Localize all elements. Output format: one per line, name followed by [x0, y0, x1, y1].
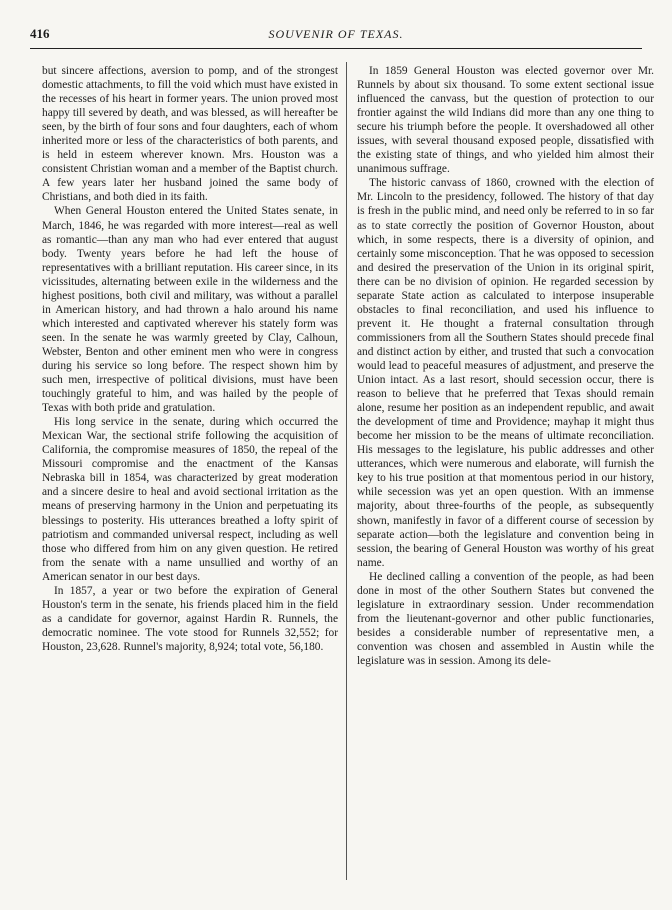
- page-number: 416: [30, 26, 50, 41]
- paragraph: He declined calling a convention of the people, as had been done in most of the other Southern States but convened the legislature in extraordinary session. Under recommendation from the lieutenant-governor and other public functionaries, besides a considerable number of representative men, a convention was chosen and assembled in Austin while the legislature was in session. Among its dele-: [357, 570, 654, 667]
- paragraph: The historic canvass of 1860, crowned with the election of Mr. Lincoln to the presidency, followed. The history of that day is fresh in the public mind, and need only be referred to in so far as to state correctly the position of Governor Houston, about which, in some respects, there is a diversity of opinion, and certainly some misconception. That he was opposed to secession and desired the preservation of the Union in its original spirit, there can be no division of opinion. He regarded secession by separate State action as calculated to interpose insuperable obstacles to final reconciliation, and used his influence to prevent it. He thought a fraternal consultation through commissioners from all the Southern States should precede final and distinct action by either, and trusted that such a convocation would lead to peaceful measures of adjustment, and preserve the Union intact. As a last resort, should secession occur, there is reason to believe that he preferred that Texas should remain alone, resume her position as an independent republic, and await the development of time and Providence; mayhap it might thus become her mission to be the means of ultimate reconciliation. His messages to the legislature, his public addresses and other utterances, which were numerous and elaborate, will furnish the key to his true position at that momentous period in our history, while secession was yet an open question. With an immense majority, about three-fourths of the people, as subsequently shown, manifestly in favor of a different course of secession by separate action—both the legislature and convention being in session, the bearing of General Houston was worthy of his great name.: [357, 177, 654, 569]
- paragraph: His long service in the senate, during which occurred the Mexican War, the sectional strife following the acquisition of California, the compromise measures of 1850, the repeal of the Missouri compromise and the enactment of the Kansas Nebraska bill in 1854, was characterized by great moderation and a sincere desire to heal and avoid sectional irritation as the means of preserving harmony in the Union and perpetuating its blessings to posterity. His utterances breathed a lofty spirit of patriotism and commanded universal respect, including as well those who differed from him on any given question. He retired from the senate with a name unsullied and worthy of an American senator in our best days.: [42, 416, 338, 583]
- page-header: [30, 26, 642, 46]
- left-column: [42, 64, 338, 654]
- column-divider: [346, 62, 347, 880]
- paragraph: but sincere affections, aversion to pomp, and of the strongest domestic attachments, to fill the void which must have existed in the recesses of his heart in former years. The union proved most happy till severed by death, and was blessed, as will hereafter be seen, by the birth of four sons and four daughters, each of whom inherited more or less of the characteristics of both parents, and is held in esteem wherever known. Mrs. Houston was a consistent Christian woman and a member of the Baptist church. A few years later her husband joined the same body of Christians, and both died in its faith.: [42, 65, 338, 204]
- header-rule: [30, 48, 642, 49]
- paragraph: In 1857, a year or two before the expiration of General Houston's term in the senate, his friends placed him in the field as a candidate for governor, against Hardin R. Runnels, the democratic nominee. The vote stood for Runnels 32,552; for Houston, 23,628. Runnel's majority, 8,924; total vote, 56,180.: [42, 584, 338, 653]
- right-column: [357, 64, 654, 668]
- paragraph: In 1859 General Houston was elected governor over Mr. Runnels by about six thousand. To some extent sectional issue influenced the canvass, but the question of protection to our frontier against the wild Indians did more than any one thing to secure his triumph before the people. It overshadowed all other issues, with several thousand exposed people, dissatisfied with the existing state of things, and who yielded him almost their unanimous suffrage.: [357, 65, 654, 176]
- paragraph: When General Houston entered the United States senate, in March, 1846, he was regarded with more interest—real as well as romantic—than any man who had ever entered that august body. Twenty years before he had left the house of representatives with a brilliant reputation. His career since, in its vicissitudes, alternating between exile in the wilderness and the highest positions, both civil and military, was without a parallel in American history, and had thrown a halo around his name which interested and captivated wherever his stately form was seen. In the senate he was warmly greeted by Clay, Calhoun, Webster, Benton and other eminent men who were in congress during his service so long before. The respect shown him by such men, irrespective of political divisions, must have been touchingly grateful to him, and was hailed by the people of Texas with both pride and gratulation.: [42, 205, 338, 415]
- running-title: SOUVENIR OF TEXAS.: [268, 27, 404, 41]
